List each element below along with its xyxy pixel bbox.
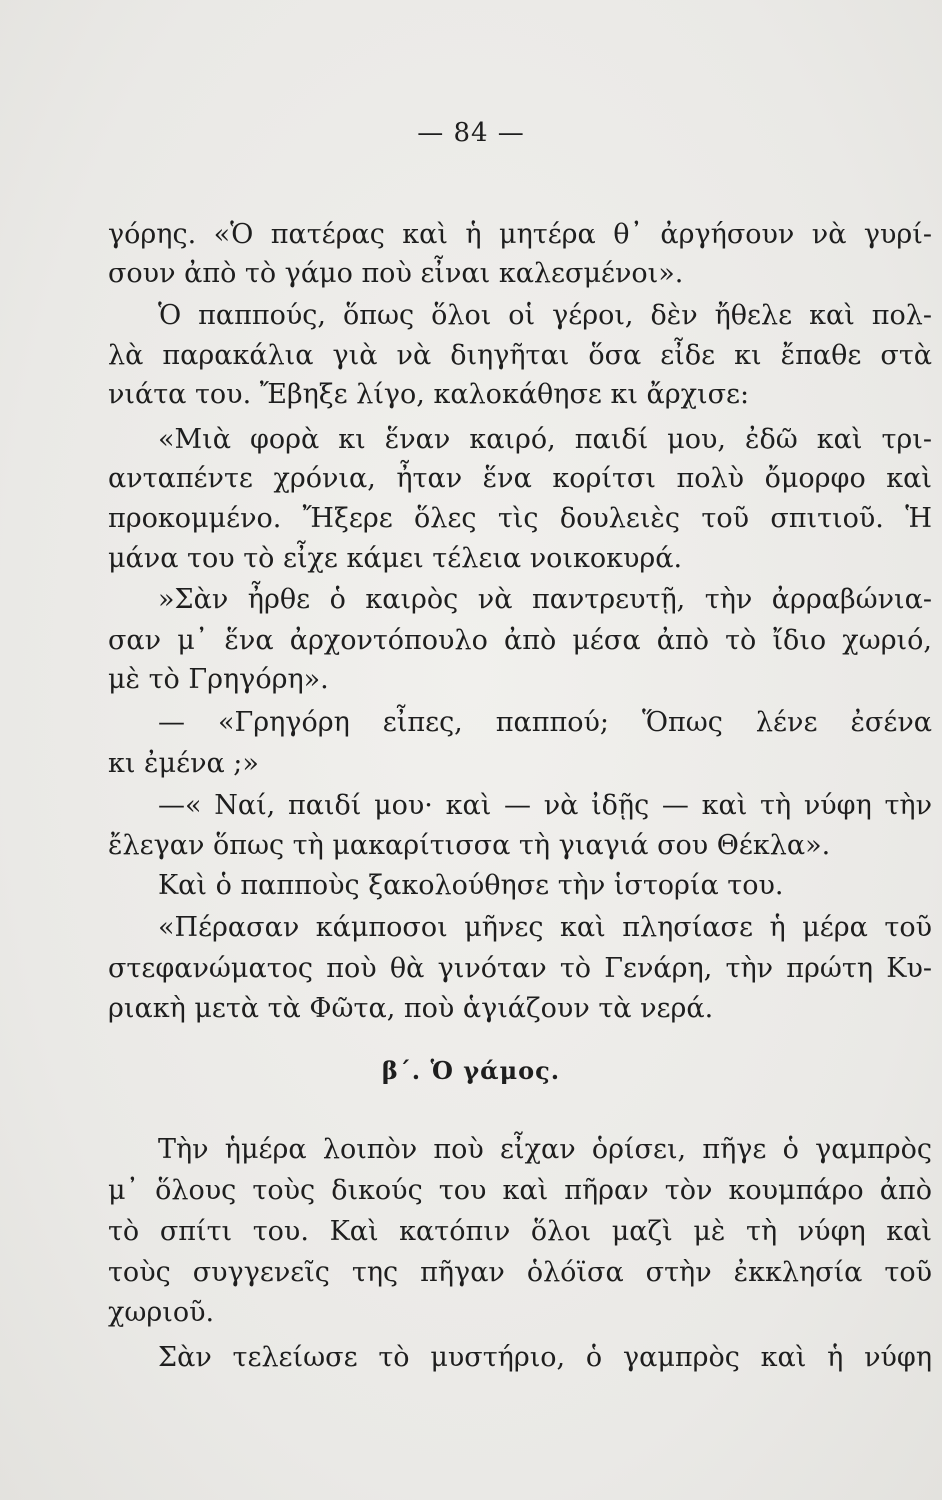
text-line: χωριοῦ. [108,1297,215,1328]
text-line: τὸ σπίτι του. Καὶ κατόπιν ὅλοι μαζὶ μὲ τὴ νύφη καὶ [108,1216,932,1247]
text-line: μ᾽ ὅλους τοὺς δικούς του καὶ πῆραν τὸν κουμπάρο ἀπὸ [108,1175,932,1206]
text-line: ανταπέντε χρόνια, ἦταν ἕνα κορίτσι πολὺ ὄμορφο καὶ [108,463,932,494]
text-line: τοὺς συγγενεῖς της πῆγαν ὁλόϊσα στὴν ἐκκλησία τοῦ [108,1257,932,1288]
text-line: λὰ παρακάλια γιὰ νὰ διηγῆται ὅσα εἶδε κι ἔπαθε στὰ [108,340,932,371]
text-line: — «Γρηγόρη εἶπες, παππού; Ὅπως λένε ἐσένα [158,707,932,738]
text-line: γόρης. «Ὁ πατέρας καὶ ἡ μητέρα θ᾽ ἀργήσουν νὰ γυρί- [108,219,932,250]
text-line: Καὶ ὁ παπποὺς ξακολούθησε τὴν ἱστορία του. [158,870,784,901]
section-heading: β΄. Ὁ γάμος. [381,1056,561,1085]
text-line: νιάτα του. Ἔβηξε λίγο, καλοκάθησε κι ἄρχισε: [108,379,750,410]
text-line: στεφανώματος ποὺ θὰ γινόταν τὸ Γενάρη, τὴν πρώτη Κυ- [108,953,932,984]
text-line: κι ἐμένα ;» [108,748,259,779]
text-line: «Μιὰ φορὰ κι ἕναν καιρό, παιδί μου, ἐδῶ καὶ τρι- [158,424,932,455]
text-line: «Πέρασαν κάμποσοι μῆνες καὶ πλησίασε ἡ μέρα τοῦ [158,912,932,943]
text-line: ριακὴ μετὰ τὰ Φῶτα, ποὺ ἁγιάζουν τὰ νερά. [108,993,714,1024]
text-line: »Σὰν ἦρθε ὁ καιρὸς νὰ παντρευτῇ, τὴν ἀρραβώνια- [158,584,932,615]
text-line: σαν μ᾽ ἕνα ἀρχοντόπουλο ἀπὸ μέσα ἀπὸ τὸ ἴδιο χωριό, [108,625,932,656]
text-line: Τὴν ἡμέρα λοιπὸν ποὺ εἶχαν ὁρίσει, πῆγε ὁ γαμπρὸς [158,1134,932,1165]
text-line: —« Ναί, παιδί μου· καὶ — νὰ ἰδῇς — καὶ τὴ νύφη τὴν [158,790,932,821]
text-line: Ὁ παππούς, ὅπως ὅλοι οἱ γέροι, δὲν ἤθελε καὶ πολ- [158,300,932,331]
page-number: — 84 — [417,118,525,148]
text-line: προκομμένο. Ἤξερε ὅλες τὶς δουλειὲς τοῦ σπιτιοῦ. Ἡ [108,503,932,534]
text-line: μάνα του τὸ εἶχε κάμει τέλεια νοικοκυρά. [108,543,683,574]
text-line: σουν ἀπὸ τὸ γάμο ποὺ εἶναι καλεσμένοι». [108,258,684,289]
text-line: μὲ τὸ Γρηγόρη». [108,664,329,695]
text-line: Σὰν τελείωσε τὸ μυστήριο, ὁ γαμπρὸς καὶ ἡ νύφη [158,1342,932,1373]
text-line: ἔλεγαν ὅπως τὴ μακαρίτισσα τὴ γιαγιά σου Θέκλα». [108,830,831,861]
